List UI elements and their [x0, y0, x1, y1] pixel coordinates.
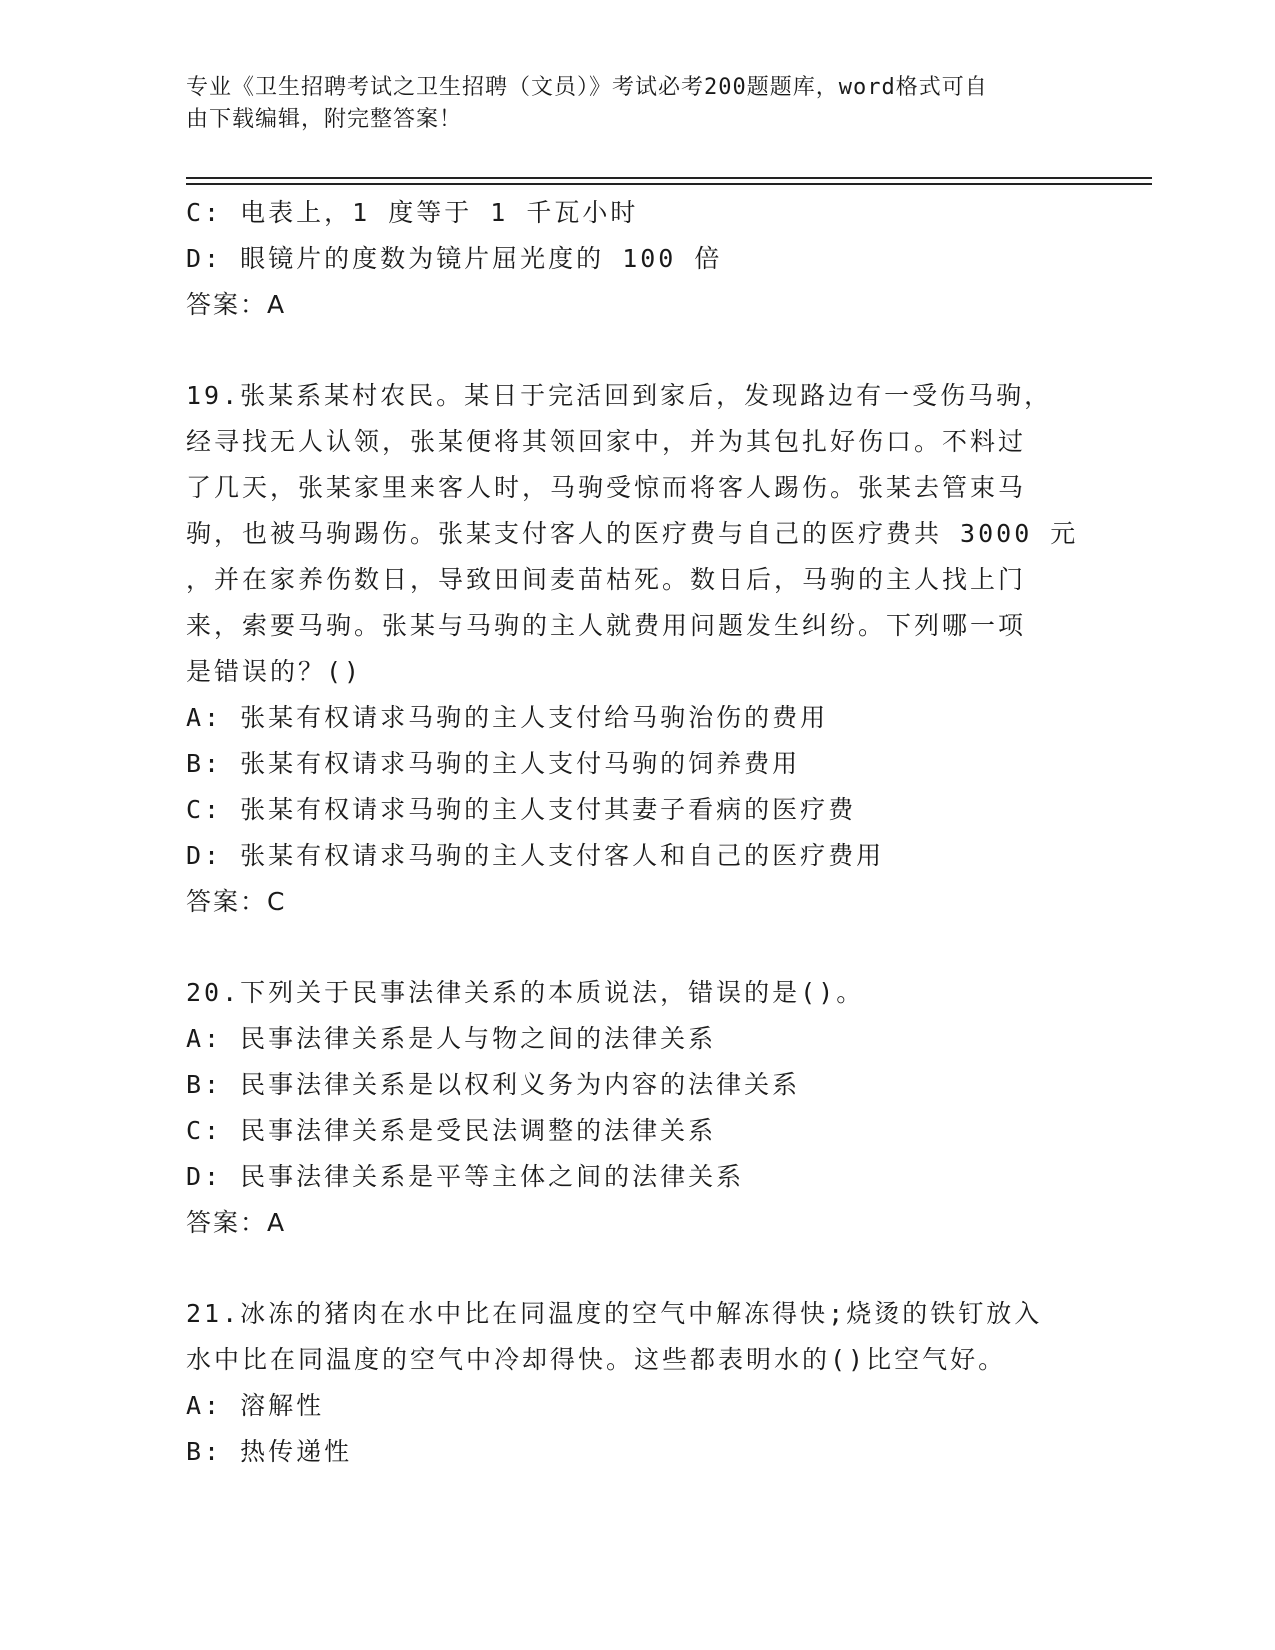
- option-a: A: 溶解性: [186, 1391, 325, 1420]
- option-b: B: 民事法律关系是以权利义务为内容的法律关系: [186, 1070, 801, 1099]
- header-rule-bottom: [186, 183, 1152, 185]
- question-19: [186, 373, 1086, 925]
- answer: 答案：C: [186, 887, 287, 916]
- question-text-line: 19.张某系某村农民。某日于完活回到家后，发现路边有一受伤马驹，: [186, 381, 1053, 410]
- question-21: [186, 1291, 1086, 1475]
- question-text-line: 21.冰冻的猪肉在水中比在同温度的空气中解冻得快;烧烫的铁钉放入: [186, 1299, 1043, 1328]
- option-d: D: 眼镜片的度数为镜片屈光度的 100 倍: [186, 244, 723, 273]
- question-text-line: ，并在家养伤数日，导致田间麦苗枯死。数日后，马驹的主人找上门: [186, 565, 1027, 594]
- question-text-line: 是错误的？(): [186, 657, 363, 686]
- question-text-line: 经寻找无人认领，张某便将其领回家中，并为其包扎好伤口。不料过: [186, 427, 1027, 456]
- question-text-line: 水中比在同温度的空气中冷却得快。这些都表明水的()比空气好。: [186, 1345, 1007, 1374]
- question-18-tail: [186, 190, 1086, 328]
- question-text-line: 20.下列关于民事法律关系的本质说法，错误的是()。: [186, 978, 865, 1007]
- option-c: C: 张某有权请求马驹的主人支付其妻子看病的医疗费: [186, 795, 857, 824]
- option-b: B: 张某有权请求马驹的主人支付马驹的饲养费用: [186, 749, 801, 778]
- question-text-line: 驹，也被马驹踢伤。张某支付客人的医疗费与自己的医疗费共 3000 元: [186, 519, 1079, 548]
- document-header: [186, 72, 1066, 136]
- option-d: D: 张某有权请求马驹的主人支付客人和自己的医疗费用: [186, 841, 885, 870]
- option-a: A: 民事法律关系是人与物之间的法律关系: [186, 1024, 717, 1053]
- answer: 答案：A: [186, 290, 287, 319]
- question-text-line: 来，索要马驹。张某与马驹的主人就费用问题发生纠纷。下列哪一项: [186, 611, 1027, 640]
- option-d: D: 民事法律关系是平等主体之间的法律关系: [186, 1162, 745, 1191]
- header-line-1: 专业《卫生招聘考试之卫生招聘（文员）》考试必考200题题库，word格式可自: [186, 75, 988, 100]
- question-20: [186, 970, 1086, 1246]
- answer: 答案：A: [186, 1208, 287, 1237]
- document-body: [186, 190, 1086, 1475]
- header-rule-top: [186, 177, 1152, 179]
- option-b: B: 热传递性: [186, 1437, 353, 1466]
- option-c: C: 电表上，1 度等于 1 千瓦小时: [186, 198, 639, 227]
- option-c: C: 民事法律关系是受民法调整的法律关系: [186, 1116, 717, 1145]
- header-line-2: 由下载编辑，附完整答案！: [186, 107, 463, 132]
- question-text-line: 了几天，张某家里来客人时，马驹受惊而将客人踢伤。张某去管束马: [186, 473, 1027, 502]
- option-a: A: 张某有权请求马驹的主人支付给马驹治伤的费用: [186, 703, 829, 732]
